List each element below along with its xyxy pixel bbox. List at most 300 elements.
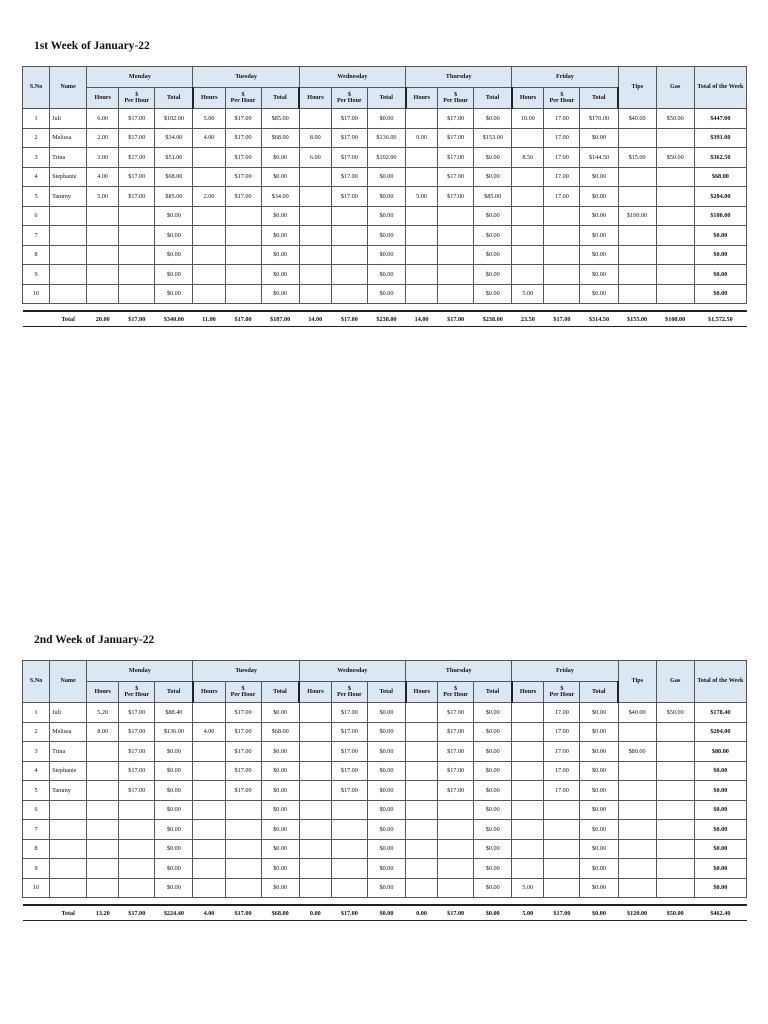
cell-gas — [656, 167, 694, 187]
cell-sno: 4 — [23, 167, 50, 187]
cell-hours: 3.00 — [87, 148, 119, 168]
total-day-amount: $224.40 — [155, 905, 193, 921]
header-day: Friday — [512, 67, 618, 88]
header-rate — [331, 682, 367, 703]
cell-gas — [656, 284, 694, 304]
cell-week-total: $0.00 — [694, 839, 746, 859]
cell-hours — [193, 226, 225, 246]
header-total: Total — [155, 88, 193, 109]
cell-day-total: $153.00 — [474, 128, 512, 148]
cell-tips — [618, 128, 656, 148]
rate-per-hour-label: Per Hour — [443, 97, 469, 104]
totals-row — [23, 311, 747, 327]
cell-rate: $17.00 — [438, 781, 474, 801]
cell-tips: $40.00 — [618, 703, 656, 723]
cell-day-total: $0.00 — [155, 781, 193, 801]
cell-day-total: $0.00 — [261, 761, 299, 781]
cell-hours — [193, 167, 225, 187]
timesheet-table — [22, 66, 747, 327]
totals-label: Total — [50, 311, 87, 327]
header-hours: Hours — [87, 682, 119, 703]
cell-hours: 2.00 — [87, 128, 119, 148]
cell-gas — [656, 226, 694, 246]
cell-day-total: $0.00 — [261, 226, 299, 246]
cell-rate — [438, 284, 474, 304]
cell-sno: 8 — [23, 839, 50, 859]
total-hours: 0.00 — [406, 905, 438, 921]
cell-sno: 9 — [23, 265, 50, 285]
cell-hours — [406, 226, 438, 246]
cell-gas — [656, 206, 694, 226]
cell-day-total: $68.00 — [261, 722, 299, 742]
cell-hours — [406, 839, 438, 859]
header-hours: Hours — [299, 682, 331, 703]
cell-hours — [406, 265, 438, 285]
cell-gas — [656, 781, 694, 801]
cell-day-total: $0.00 — [580, 206, 618, 226]
cell-hours — [299, 245, 331, 265]
cell-hours — [299, 109, 331, 129]
cell-hours — [299, 206, 331, 226]
cell-day-total: $136.00 — [367, 128, 405, 148]
cell-day-total: $0.00 — [580, 226, 618, 246]
cell-rate: 17.00 — [544, 722, 580, 742]
header-rate — [119, 682, 155, 703]
cell-day-total: $0.00 — [261, 148, 299, 168]
cell-hours — [406, 800, 438, 820]
cell-sno: 10 — [23, 878, 50, 898]
cell-day-total: $0.00 — [155, 878, 193, 898]
cell-hours: 4.00 — [193, 128, 225, 148]
cell-day-total: $0.00 — [474, 859, 512, 879]
cell-hours — [299, 781, 331, 801]
cell-day-total: $0.00 — [474, 800, 512, 820]
cell-hours — [512, 265, 544, 285]
cell-sno: 6 — [23, 206, 50, 226]
cell-week-total: $362.50 — [694, 148, 746, 168]
cell-hours — [87, 265, 119, 285]
cell-day-total: $136.00 — [155, 722, 193, 742]
cell-tips — [618, 167, 656, 187]
total-day-amount: $314.50 — [580, 311, 618, 327]
total-tips: $155.00 — [618, 311, 656, 327]
cell-rate — [331, 820, 367, 840]
cell-name — [50, 800, 87, 820]
cell-sno: 10 — [23, 284, 50, 304]
cell-day-total: $0.00 — [474, 245, 512, 265]
table-row — [23, 703, 747, 723]
cell-sno: 3 — [23, 742, 50, 762]
cell-rate: $17.00 — [225, 781, 261, 801]
cell-rate — [438, 800, 474, 820]
cell-hours — [406, 245, 438, 265]
cell-sno: 5 — [23, 187, 50, 207]
cell-rate — [544, 839, 580, 859]
cell-hours: 5.20 — [87, 703, 119, 723]
cell-sno: 4 — [23, 761, 50, 781]
cell-day-total: $0.00 — [580, 245, 618, 265]
total-hours: 0.00 — [299, 905, 331, 921]
table-row — [23, 226, 747, 246]
cell-day-total: $34.00 — [261, 187, 299, 207]
cell-day-total: $0.00 — [367, 781, 405, 801]
cell-rate: $17.00 — [119, 148, 155, 168]
cell-rate: $17.00 — [331, 761, 367, 781]
cell-rate: $17.00 — [438, 128, 474, 148]
cell-rate: $17.00 — [331, 148, 367, 168]
cell-hours — [406, 722, 438, 742]
cell-day-total: $0.00 — [580, 839, 618, 859]
cell-week-total: $100.00 — [694, 206, 746, 226]
cell-day-total: $0.00 — [261, 265, 299, 285]
cell-day-total: $0.00 — [367, 761, 405, 781]
cell-hours — [406, 167, 438, 187]
cell-day-total: $0.00 — [580, 187, 618, 207]
cell-rate: $17.00 — [225, 742, 261, 762]
cell-rate — [119, 800, 155, 820]
cell-hours — [406, 206, 438, 226]
cell-hours — [87, 284, 119, 304]
header-tips: Tips — [618, 661, 656, 703]
cell-rate: $17.00 — [225, 703, 261, 723]
cell-gas: $50.00 — [656, 148, 694, 168]
total-hours: 14.00 — [299, 311, 331, 327]
cell-week-total: $0.00 — [694, 265, 746, 285]
header-day: Monday — [87, 67, 193, 88]
cell-day-total: $0.00 — [261, 284, 299, 304]
cell-week-total: $204.00 — [694, 187, 746, 207]
header-rate — [331, 88, 367, 109]
cell-rate: $17.00 — [119, 742, 155, 762]
cell-hours — [512, 187, 544, 207]
cell-name: Melissa — [50, 722, 87, 742]
rate-per-hour-label: Per Hour — [443, 691, 469, 698]
cell-week-total: $0.00 — [694, 245, 746, 265]
cell-day-total: $0.00 — [367, 284, 405, 304]
cell-gas — [656, 859, 694, 879]
header-gas: Gas — [656, 67, 694, 109]
cell-hours — [299, 761, 331, 781]
cell-hours — [193, 859, 225, 879]
cell-hours — [87, 800, 119, 820]
cell-day-total: $0.00 — [155, 761, 193, 781]
total-hours: 4.00 — [193, 905, 225, 921]
cell-hours — [193, 245, 225, 265]
total-day-amount: $0.00 — [367, 905, 405, 921]
cell-hours — [512, 800, 544, 820]
cell-day-total: $0.00 — [580, 167, 618, 187]
cell-hours — [406, 859, 438, 879]
cell-day-total: $0.00 — [155, 226, 193, 246]
cell-sno: 9 — [23, 859, 50, 879]
cell-day-total: $0.00 — [367, 167, 405, 187]
cell-day-total: $0.00 — [261, 800, 299, 820]
cell-day-total: $0.00 — [474, 226, 512, 246]
cell-hours — [512, 781, 544, 801]
total-day-amount: $238.00 — [474, 311, 512, 327]
cell-day-total: $0.00 — [155, 245, 193, 265]
cell-rate: $17.00 — [438, 109, 474, 129]
cell-hours — [406, 781, 438, 801]
rate-per-hour-label: Per Hour — [336, 97, 362, 104]
cell-day-total: $0.00 — [580, 265, 618, 285]
cell-hours — [299, 226, 331, 246]
cell-week-total: $0.00 — [694, 761, 746, 781]
cell-hours — [193, 839, 225, 859]
rate-per-hour-label: Per Hour — [336, 691, 362, 698]
cell-gas — [656, 878, 694, 898]
cell-day-total: $0.00 — [474, 284, 512, 304]
cell-name: Juli — [50, 109, 87, 129]
cell-day-total: $0.00 — [580, 859, 618, 879]
cell-day-total: $0.00 — [474, 167, 512, 187]
header-hours: Hours — [406, 88, 438, 109]
header-rate — [225, 682, 261, 703]
cell-rate: $17.00 — [119, 128, 155, 148]
cell-hours: 6.00 — [87, 109, 119, 129]
cell-day-total: $0.00 — [367, 226, 405, 246]
cell-name — [50, 859, 87, 879]
cell-rate: $17.00 — [119, 761, 155, 781]
header-rate — [119, 88, 155, 109]
rate-dollar-label: $ — [241, 684, 245, 692]
header-total: Total — [474, 682, 512, 703]
cell-hours — [299, 820, 331, 840]
cell-hours — [406, 109, 438, 129]
cell-hours — [299, 839, 331, 859]
cell-hours — [406, 761, 438, 781]
table-row — [23, 781, 747, 801]
cell-day-total: $0.00 — [580, 781, 618, 801]
header-total: Total — [367, 88, 405, 109]
rate-per-hour-label: Per Hour — [124, 691, 150, 698]
cell-day-total: $68.00 — [155, 167, 193, 187]
cell-sno: 2 — [23, 128, 50, 148]
rate-dollar-label: $ — [454, 90, 458, 98]
cell-day-total: $0.00 — [261, 703, 299, 723]
total-rate: $17.00 — [225, 905, 261, 921]
cell-rate — [331, 859, 367, 879]
table-row — [23, 800, 747, 820]
cell-sno: 3 — [23, 148, 50, 168]
cell-tips: $40.00 — [618, 109, 656, 129]
header-total: Total — [155, 682, 193, 703]
cell-hours — [512, 761, 544, 781]
header-day: Wednesday — [299, 661, 405, 682]
cell-hours — [512, 128, 544, 148]
header-rate — [225, 88, 261, 109]
cell-hours — [299, 800, 331, 820]
cell-rate — [544, 820, 580, 840]
cell-day-total: $102.00 — [155, 109, 193, 129]
cell-rate — [225, 820, 261, 840]
cell-name — [50, 245, 87, 265]
cell-name — [50, 284, 87, 304]
cell-day-total: $0.00 — [261, 206, 299, 226]
header-hours: Hours — [512, 682, 544, 703]
cell-rate — [438, 206, 474, 226]
cell-rate: 17.00 — [544, 703, 580, 723]
cell-sno: 7 — [23, 820, 50, 840]
cell-gas — [656, 839, 694, 859]
total-week: $462.40 — [694, 905, 746, 921]
total-day-amount: $340.00 — [155, 311, 193, 327]
table-row — [23, 839, 747, 859]
cell-day-total: $0.00 — [580, 284, 618, 304]
cell-tips — [618, 878, 656, 898]
header-day: Tuesday — [193, 661, 299, 682]
total-hours: 5.00 — [512, 905, 544, 921]
cell-rate: $17.00 — [119, 187, 155, 207]
cell-hours — [299, 703, 331, 723]
header-day: Thursday — [406, 661, 512, 682]
cell-tips — [618, 722, 656, 742]
cell-hours — [87, 839, 119, 859]
table-row — [23, 878, 747, 898]
cell-week-total: $80.00 — [694, 742, 746, 762]
rate-dollar-label: $ — [560, 684, 564, 692]
cell-name: Juli — [50, 703, 87, 723]
cell-day-total: $0.00 — [580, 820, 618, 840]
header-gas: Gas — [656, 661, 694, 703]
cell-rate — [119, 226, 155, 246]
table-row — [23, 187, 747, 207]
header-hours: Hours — [193, 88, 225, 109]
cell-hours — [406, 703, 438, 723]
cell-day-total: $0.00 — [155, 859, 193, 879]
cell-hours — [193, 206, 225, 226]
cell-hours — [193, 742, 225, 762]
cell-name: Tammy — [50, 187, 87, 207]
cell-day-total: $0.00 — [474, 722, 512, 742]
cell-hours — [299, 167, 331, 187]
cell-tips — [618, 820, 656, 840]
cell-rate — [438, 878, 474, 898]
cell-rate — [225, 878, 261, 898]
cell-week-total: $0.00 — [694, 284, 746, 304]
cell-rate — [119, 206, 155, 226]
rate-dollar-label: $ — [135, 684, 139, 692]
cell-rate — [331, 839, 367, 859]
cell-week-total: $178.40 — [694, 703, 746, 723]
cell-week-total: $0.00 — [694, 781, 746, 801]
cell-day-total: $0.00 — [367, 820, 405, 840]
cell-hours: 6.00 — [299, 148, 331, 168]
cell-rate: 17.00 — [544, 761, 580, 781]
header-rate — [438, 682, 474, 703]
cell-day-total: $0.00 — [261, 839, 299, 859]
cell-day-total: $144.50 — [580, 148, 618, 168]
cell-rate: $17.00 — [119, 781, 155, 801]
cell-rate: $17.00 — [331, 167, 367, 187]
cell-hours — [299, 187, 331, 207]
cell-hours — [406, 148, 438, 168]
cell-day-total: $0.00 — [367, 109, 405, 129]
cell-rate — [438, 245, 474, 265]
cell-rate — [331, 206, 367, 226]
header-name: Name — [50, 67, 87, 109]
cell-rate — [225, 284, 261, 304]
header-rate — [438, 88, 474, 109]
header-rate — [544, 88, 580, 109]
cell-rate — [119, 859, 155, 879]
header-rate — [544, 682, 580, 703]
total-gas: $50.00 — [656, 905, 694, 921]
cell-day-total: $0.00 — [367, 878, 405, 898]
cell-name: Tammy — [50, 781, 87, 801]
table-row — [23, 245, 747, 265]
cell-sno: 7 — [23, 226, 50, 246]
rate-dollar-label: $ — [347, 684, 351, 692]
cell-hours — [512, 167, 544, 187]
total-rate: $17.00 — [544, 905, 580, 921]
header-total: Total — [580, 682, 618, 703]
cell-rate — [331, 265, 367, 285]
cell-rate — [331, 878, 367, 898]
cell-hours — [512, 206, 544, 226]
header-hours: Hours — [299, 88, 331, 109]
cell-rate — [331, 284, 367, 304]
total-hours: 11.00 — [193, 311, 225, 327]
cell-hours — [193, 878, 225, 898]
cell-rate — [544, 859, 580, 879]
cell-rate — [119, 265, 155, 285]
cell-hours — [512, 722, 544, 742]
cell-hours — [193, 703, 225, 723]
header-hours: Hours — [512, 88, 544, 109]
cell-day-total: $0.00 — [367, 703, 405, 723]
cell-sno: 1 — [23, 109, 50, 129]
total-rate: $17.00 — [119, 311, 155, 327]
cell-hours — [299, 284, 331, 304]
table-row — [23, 265, 747, 285]
cell-day-total: $0.00 — [155, 265, 193, 285]
cell-day-total: $0.00 — [261, 245, 299, 265]
cell-week-total: $0.00 — [694, 820, 746, 840]
cell-gas — [656, 128, 694, 148]
cell-rate — [119, 839, 155, 859]
total-day-amount: $238.00 — [367, 311, 405, 327]
cell-rate: $17.00 — [438, 703, 474, 723]
cell-day-total: $0.00 — [155, 284, 193, 304]
cell-hours — [512, 245, 544, 265]
cell-rate: $17.00 — [438, 187, 474, 207]
cell-rate: $17.00 — [225, 148, 261, 168]
cell-rate — [544, 284, 580, 304]
cell-rate: $17.00 — [331, 722, 367, 742]
cell-day-total: $0.00 — [367, 265, 405, 285]
cell-hours — [87, 878, 119, 898]
cell-hours — [193, 761, 225, 781]
cell-hours — [512, 859, 544, 879]
total-gas: $100.00 — [656, 311, 694, 327]
total-hours: 20.00 — [87, 311, 119, 327]
cell-hours — [87, 761, 119, 781]
cell-rate — [225, 839, 261, 859]
header-hours: Hours — [87, 88, 119, 109]
cell-rate — [225, 859, 261, 879]
cell-rate: $17.00 — [438, 722, 474, 742]
cell-day-total: $0.00 — [474, 703, 512, 723]
cell-rate — [331, 800, 367, 820]
cell-tips — [618, 284, 656, 304]
rate-dollar-label: $ — [347, 90, 351, 98]
cell-rate — [331, 245, 367, 265]
cell-day-total: $0.00 — [155, 800, 193, 820]
cell-day-total: $0.00 — [367, 245, 405, 265]
header-sno: S.No — [23, 67, 50, 109]
cell-rate: $17.00 — [225, 187, 261, 207]
